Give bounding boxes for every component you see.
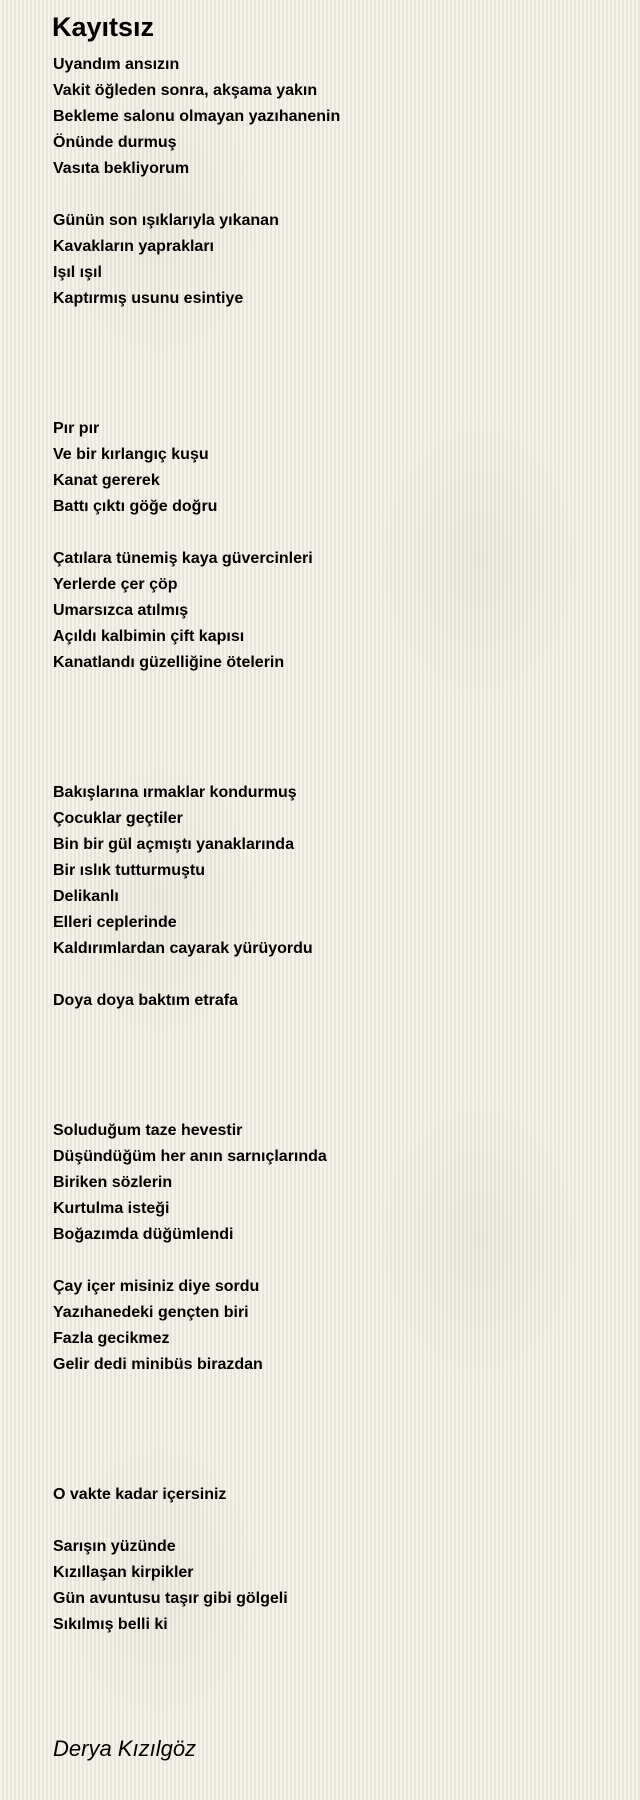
poem-line: Kaptırmış usunu esintiye [53, 290, 244, 307]
poem-line: Battı çıktı göğe doğru [53, 498, 218, 515]
poem-body [53, 52, 613, 1638]
poem-line: O vakte kadar içersiniz [53, 1486, 227, 1503]
stanza [53, 546, 613, 676]
poem-line: Vasıta bekliyorum [53, 160, 190, 177]
poem-line: Ve bir kırlangıç kuşu [53, 446, 209, 463]
poem-line: Gün avuntusu taşır gibi gölgeli [53, 1590, 288, 1607]
poem-line: Elleri ceplerinde [53, 914, 177, 931]
poem-line: Gelir dedi minibüs birazdan [53, 1356, 263, 1373]
stanza [53, 52, 613, 182]
poem-line: Kanatlandı güzelliğine ötelerin [53, 654, 285, 671]
stanza-gap [53, 1248, 613, 1274]
poem-line: Kızıllaşan kirpikler [53, 1564, 194, 1581]
poem-line: Pır pır [53, 420, 100, 437]
poem-line: Çocuklar geçtiler [53, 810, 183, 827]
poem-line: Bir ıslık tutturmuştu [53, 862, 206, 879]
stanza-gap [53, 182, 613, 208]
stanza-gap [53, 676, 613, 780]
stanza [53, 208, 613, 312]
stanza-gap [53, 312, 613, 416]
poem-line: Çatılara tünemiş kaya güvercinleri [53, 550, 313, 567]
poem-line: Delikanlı [53, 888, 119, 905]
stanza [53, 1534, 613, 1638]
stanza [53, 988, 613, 1014]
poem-line: Düşündüğüm her anın sarnıçlarında [53, 1148, 327, 1165]
poem-line: Boğazımda düğümlendi [53, 1226, 234, 1243]
author-name: Derya Kızılgöz [53, 1736, 197, 1761]
poem-line: Soluduğum taze hevestir [53, 1122, 243, 1139]
poem-line: Önünde durmuş [53, 134, 177, 151]
poem-title: Kayıtsız [52, 12, 155, 42]
poem-line: Vakit öğleden sonra, akşama yakın [53, 82, 318, 99]
stanza-gap [53, 962, 613, 988]
poem-line: Bekleme salonu olmayan yazıhanenin [53, 108, 341, 125]
stanza [53, 780, 613, 962]
stanza-gap [53, 1378, 613, 1482]
poem-line: Bin bir gül açmıştı yanaklarında [53, 836, 294, 853]
poem-line: Çay içer misiniz diye sordu [53, 1278, 260, 1295]
stanza [53, 416, 613, 520]
poem-line: Kaldırımlardan cayarak yürüyordu [53, 940, 313, 957]
poem-line: Açıldı kalbimin çift kapısı [53, 628, 245, 645]
poem-line: Işıl ışıl [53, 264, 102, 281]
stanza [53, 1118, 613, 1248]
poem-line: Kurtulma isteği [53, 1200, 170, 1217]
poem-line: Biriken sözlerin [53, 1174, 173, 1191]
stanza-gap [53, 1014, 613, 1118]
stanza [53, 1274, 613, 1378]
poem-line: Sarışın yüzünde [53, 1538, 176, 1555]
stanza-gap [53, 520, 613, 546]
poem-line: Kavakların yaprakları [53, 238, 214, 255]
poem-line: Doya doya baktım etrafa [53, 992, 238, 1009]
stanza [53, 1482, 613, 1508]
poem-line: Fazla gecikmez [53, 1330, 170, 1347]
poem-line: Umarsızca atılmış [53, 602, 189, 619]
poem-line: Kanat gererek [53, 472, 160, 489]
stanza-gap [53, 1508, 613, 1534]
poem-line: Bakışlarına ırmaklar kondurmuş [53, 784, 297, 801]
poem-line: Yazıhanedeki gençten biri [53, 1304, 249, 1321]
poem-line: Yerlerde çer çöp [53, 576, 178, 593]
poem-line: Uyandım ansızın [53, 56, 180, 73]
poem-line: Günün son ışıklarıyla yıkanan [53, 212, 279, 229]
poem-line: Sıkılmış belli ki [53, 1616, 168, 1633]
